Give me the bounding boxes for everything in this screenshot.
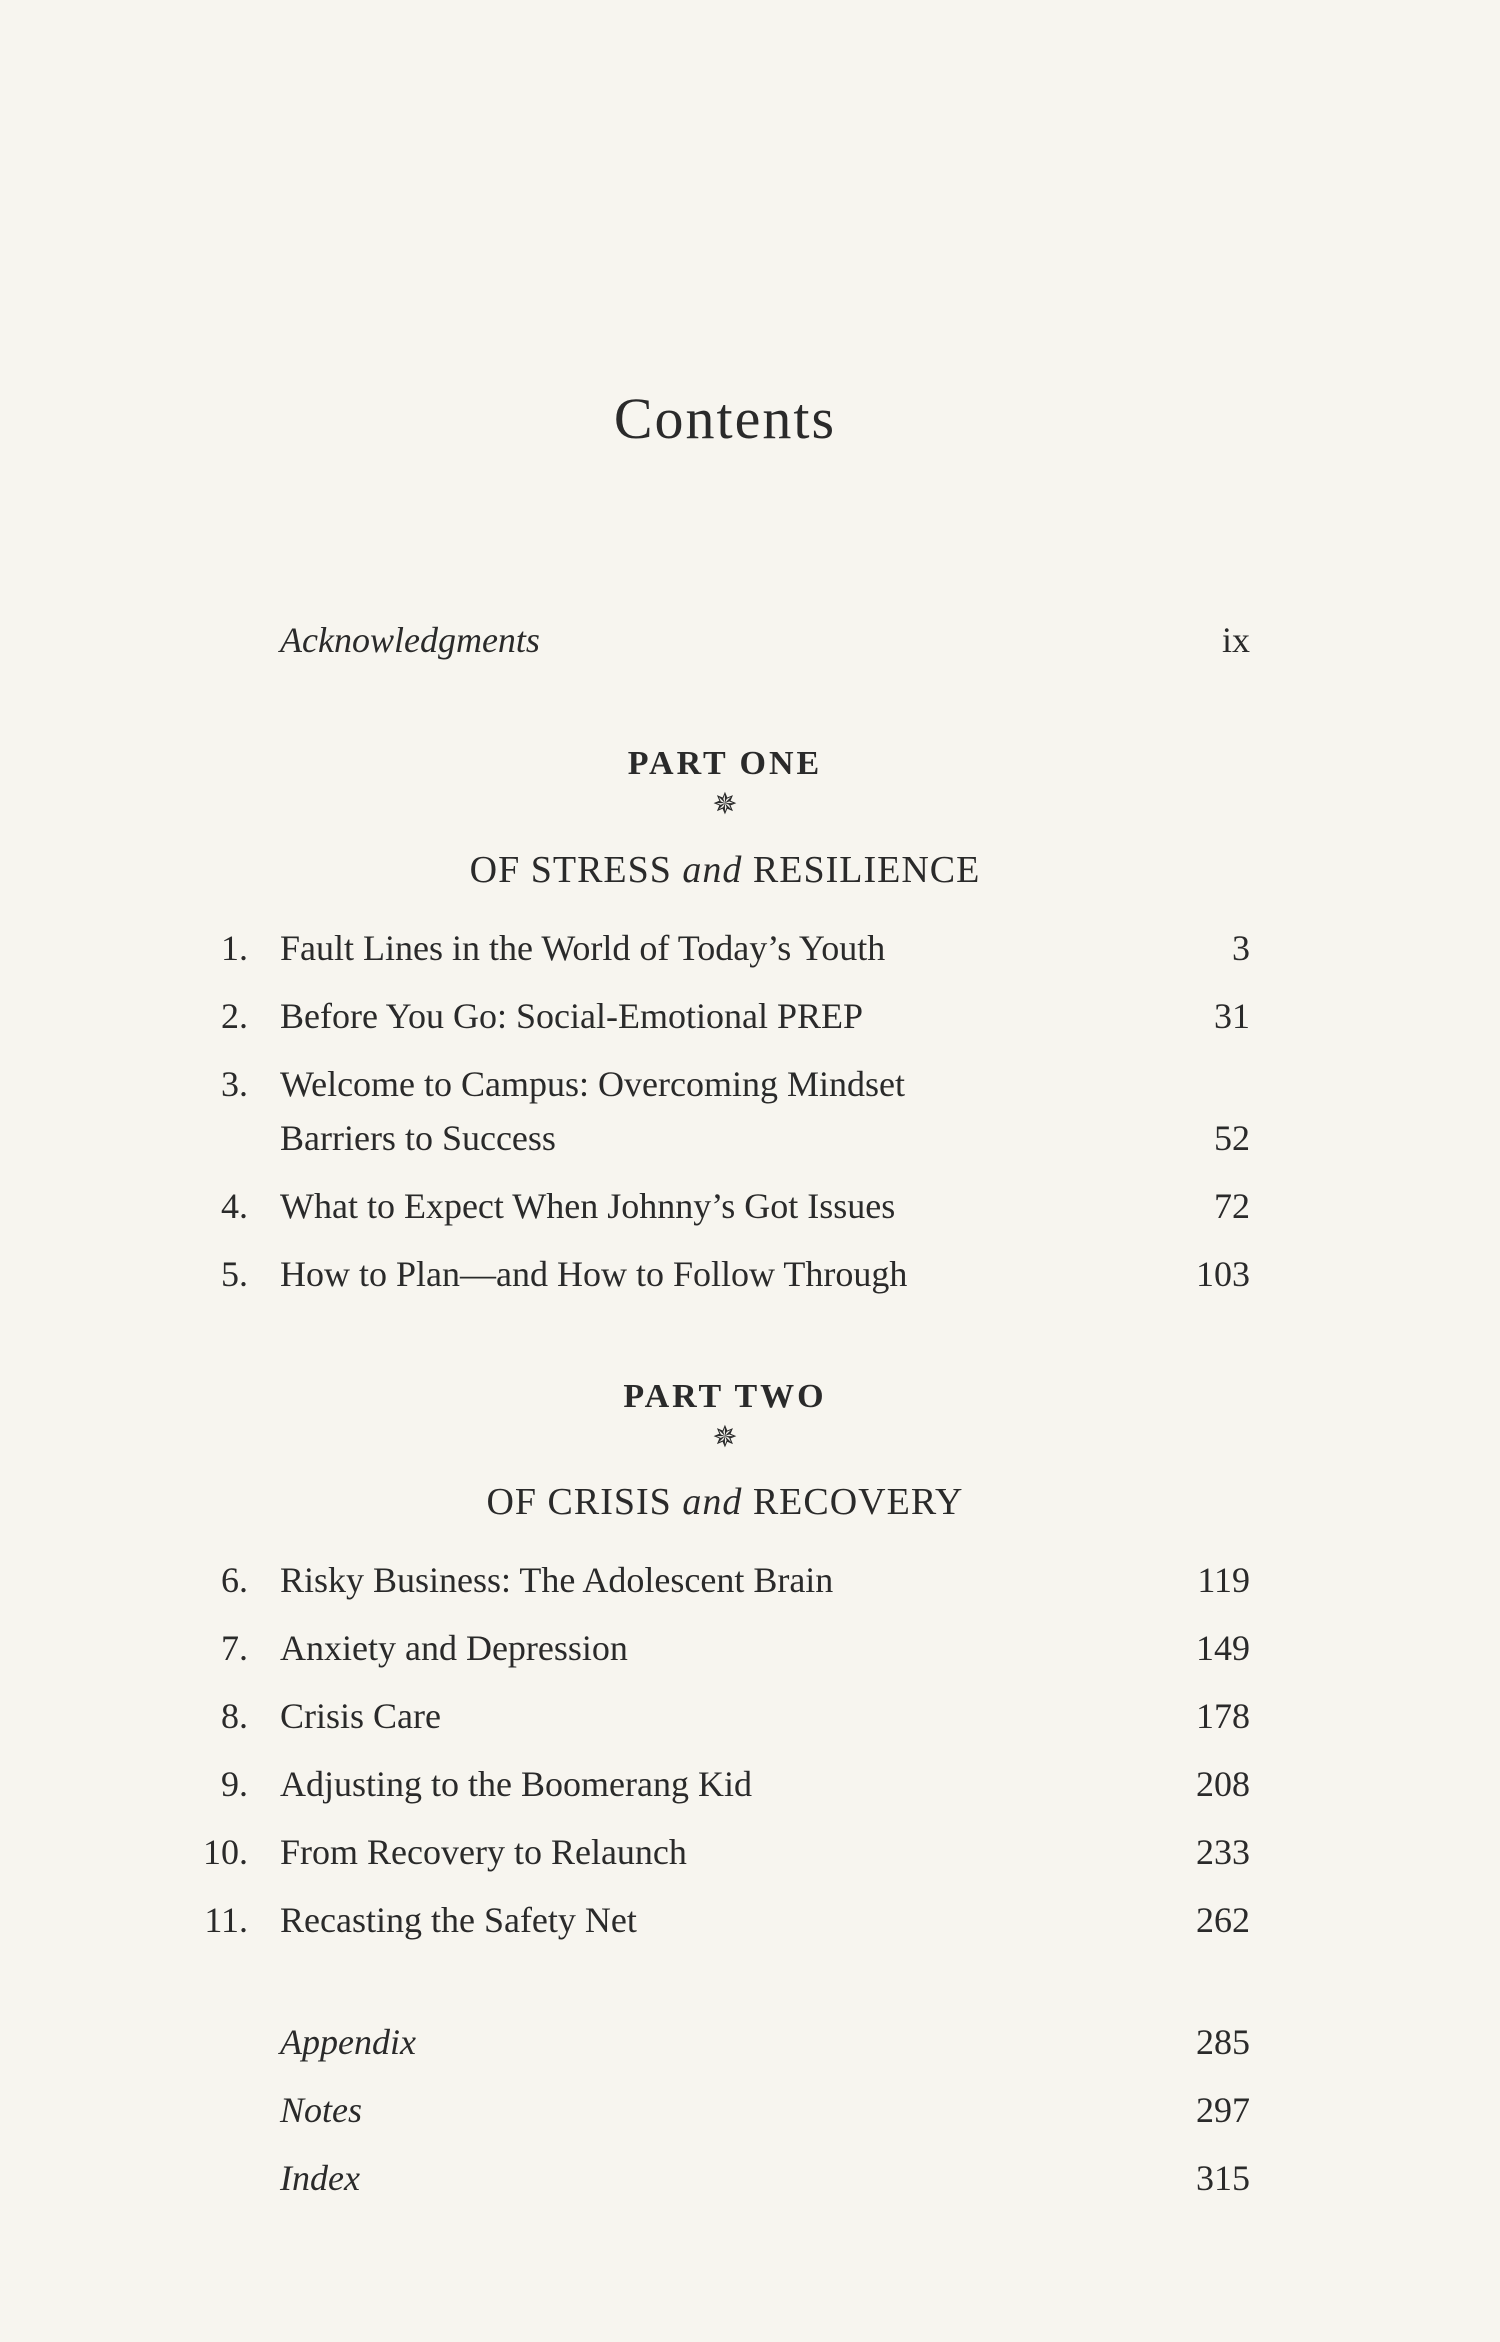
toc-entry-page: 285 bbox=[1196, 2022, 1250, 2062]
chapter-title: Recasting the Safety Net bbox=[280, 1900, 637, 1940]
page-title: Contents bbox=[613, 386, 837, 451]
chapter-title: How to Plan—and How to Follow Through bbox=[280, 1254, 908, 1294]
part-one-title-pre: OF STRESS bbox=[469, 849, 683, 891]
chapter-title: What to Expect When Johnny’s Got Issues bbox=[280, 1186, 896, 1226]
chapter-title: Before You Go: Social-Emotional PREP bbox=[280, 996, 863, 1036]
part-one-heading: PART ONE bbox=[627, 745, 823, 782]
chapter-number: 10. bbox=[203, 1832, 248, 1872]
toc-entry-label: Appendix bbox=[280, 2022, 416, 2062]
chapter-number: 6. bbox=[221, 1560, 248, 1600]
chapter-number: 2. bbox=[221, 996, 248, 1036]
part-one-title-and: and bbox=[682, 849, 743, 891]
toc-entry-page: 315 bbox=[1196, 2158, 1250, 2198]
chapter-number: 5. bbox=[221, 1254, 248, 1294]
chapter-number: 3. bbox=[221, 1064, 248, 1104]
chapter-number: 11. bbox=[204, 1900, 248, 1940]
toc-entry-page: 297 bbox=[1196, 2090, 1250, 2130]
part-one-ornament-icon: ✵ bbox=[712, 788, 738, 821]
toc-entry-label: Index bbox=[280, 2158, 360, 2198]
part-two-ornament-icon: ✵ bbox=[712, 1421, 738, 1454]
chapter-number: 7. bbox=[221, 1628, 248, 1668]
part-two-title-post: RECOVERY bbox=[742, 1481, 964, 1523]
chapter-title-line-1: Welcome to Campus: Overcoming Mindset bbox=[280, 1064, 905, 1104]
part-one-title bbox=[0, 848, 1450, 892]
part-two-title bbox=[0, 1480, 1450, 1524]
part-two-title-pre: OF CRISIS bbox=[486, 1481, 683, 1523]
toc-entry-label: Notes bbox=[280, 2090, 363, 2130]
part-two-heading: PART TWO bbox=[623, 1378, 827, 1415]
chapter-title: Adjusting to the Boomerang Kid bbox=[280, 1764, 752, 1804]
toc-entry-label: Acknowledgments bbox=[280, 620, 540, 660]
chapter-title: Fault Lines in the World of Today’s Youth bbox=[280, 928, 886, 968]
chapter-number: 1. bbox=[221, 928, 248, 968]
chapter-number: 9. bbox=[221, 1764, 248, 1804]
chapter-page: 149 bbox=[1196, 1628, 1250, 1668]
chapter-page: 178 bbox=[1196, 1696, 1250, 1736]
chapter-page: 31 bbox=[1214, 996, 1250, 1036]
toc-entry-page: ix bbox=[1221, 620, 1250, 660]
chapter-page: 233 bbox=[1196, 1832, 1250, 1872]
chapter-title-line-2: Barriers to Success bbox=[280, 1118, 556, 1158]
chapter-title: Crisis Care bbox=[280, 1696, 441, 1736]
chapter-page: 3 bbox=[1232, 928, 1250, 968]
chapter-page: 72 bbox=[1214, 1186, 1250, 1226]
chapter-page: 119 bbox=[1197, 1560, 1250, 1600]
part-two-title-and: and bbox=[682, 1481, 743, 1523]
chapter-page: 208 bbox=[1196, 1764, 1250, 1804]
chapter-page: 103 bbox=[1196, 1254, 1250, 1294]
chapter-page: 262 bbox=[1196, 1900, 1250, 1940]
chapter-page: 52 bbox=[1214, 1118, 1250, 1158]
part-one-title-post: RESILIENCE bbox=[742, 849, 981, 891]
chapter-number: 4. bbox=[221, 1186, 248, 1226]
chapter-title: Anxiety and Depression bbox=[280, 1628, 628, 1668]
chapter-title: From Recovery to Relaunch bbox=[280, 1832, 687, 1872]
chapter-title: Risky Business: The Adolescent Brain bbox=[280, 1560, 834, 1600]
toc-entry-chapter-3[interactable] bbox=[0, 1064, 1500, 1174]
chapter-number: 8. bbox=[221, 1696, 248, 1736]
